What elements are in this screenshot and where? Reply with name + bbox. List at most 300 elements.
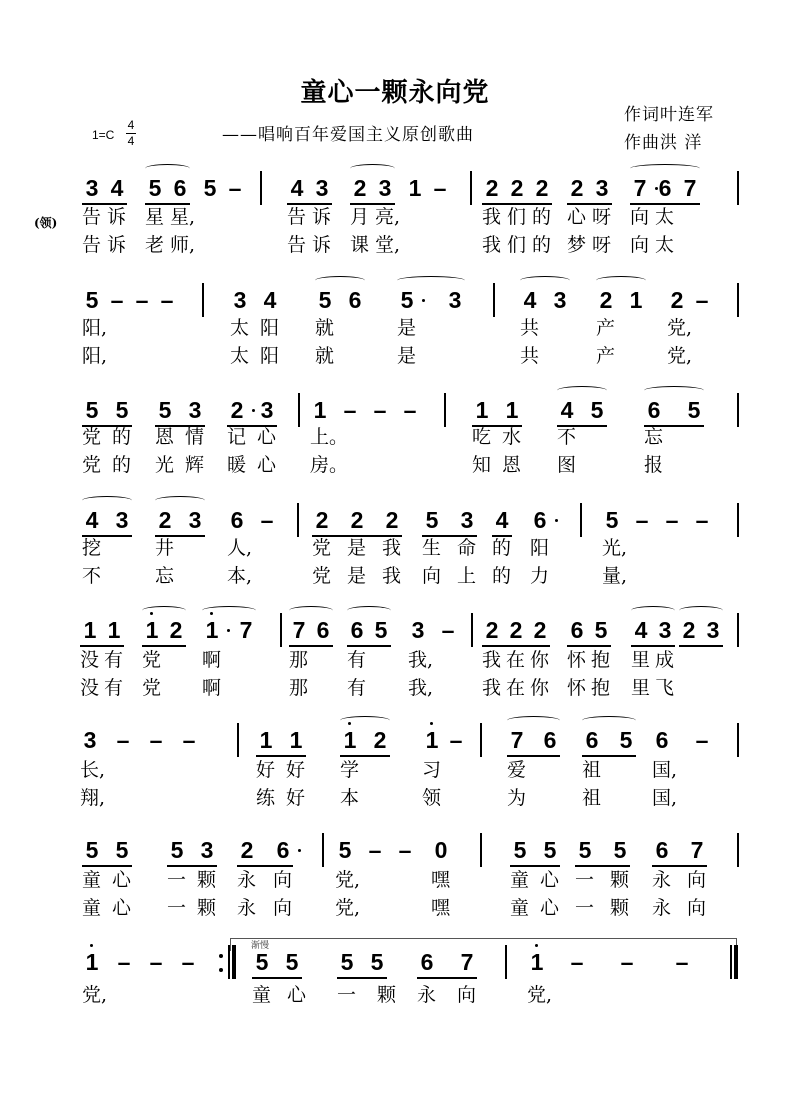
note: 7 — [510, 727, 524, 753]
beam-underline — [142, 645, 186, 647]
lyric-syllable: 心 — [112, 897, 132, 919]
bar-line — [444, 393, 446, 427]
lyric-syllable: 你 — [530, 649, 550, 671]
lyric-syllable: 党 — [142, 649, 162, 671]
lyric-syllable: 知 — [472, 454, 492, 476]
note: 6 — [350, 617, 364, 643]
note: – — [403, 397, 417, 423]
lyric-syllable: 暖 — [227, 454, 247, 476]
lyric-syllable: 师, — [170, 234, 196, 256]
beam-underline — [482, 645, 550, 647]
lyric-syllable: 向 — [630, 234, 650, 256]
lyric-syllable: 童 — [82, 897, 102, 919]
note: 5 — [543, 837, 557, 863]
note: 4 — [110, 175, 124, 201]
bar-line — [480, 723, 482, 757]
lyric-syllable: 老 — [145, 234, 165, 256]
note: 6 — [647, 397, 661, 423]
note: 5 — [85, 397, 99, 423]
key-signature: 1=C — [92, 128, 115, 142]
note: – — [343, 397, 357, 423]
note: – — [149, 727, 163, 753]
note: – — [182, 727, 196, 753]
slur — [315, 276, 365, 285]
lyric-syllable: 告 — [287, 234, 307, 256]
note: 4 — [290, 175, 304, 201]
bar-line — [737, 723, 739, 757]
lyric-syllable: 星 — [145, 206, 165, 228]
note: 1 — [313, 397, 327, 423]
note: 4 — [560, 397, 574, 423]
bar-line — [737, 283, 739, 317]
lyric-syllable: 光 — [155, 454, 175, 476]
beam-underline — [337, 977, 387, 979]
lyric-syllable: 上。 — [310, 426, 349, 448]
lyric-syllable: 呀 — [592, 206, 612, 228]
lyric-syllable: 好 — [286, 759, 306, 781]
lyric-syllable: 产 — [596, 345, 616, 367]
lyric-syllable: 诉 — [107, 234, 127, 256]
lyric-syllable: 党, — [335, 897, 361, 919]
lyric-syllable: 那 — [289, 677, 309, 699]
lead-marking: (领) — [34, 216, 58, 230]
note: – — [433, 175, 447, 201]
note: 1 — [259, 727, 273, 753]
lyric-syllable: 有 — [104, 677, 124, 699]
augmentation-dot — [227, 629, 230, 632]
time-signature — [126, 118, 136, 149]
bar-line — [322, 833, 324, 867]
lyric-syllable: 永 — [417, 984, 437, 1006]
lyric-syllable: 飞 — [655, 677, 675, 699]
slur — [155, 496, 205, 505]
note: 5 — [85, 287, 99, 313]
lyric-syllable: 光, — [602, 537, 628, 559]
lyric-syllable: 力 — [530, 565, 550, 587]
note: 5 — [594, 617, 608, 643]
note: 3 — [260, 397, 274, 423]
song-title: 童心一颗永向党 — [300, 78, 490, 108]
bar-line — [260, 171, 262, 205]
note: 2 — [509, 617, 523, 643]
note: 5 — [619, 727, 633, 753]
repeat-bar-thin — [228, 945, 230, 979]
note: 5 — [170, 837, 184, 863]
lyric-syllable: 颗 — [610, 897, 630, 919]
slur — [202, 606, 256, 615]
lyric-syllable: 太 — [655, 234, 675, 256]
note: 5 — [425, 507, 439, 533]
lyric-syllable: 有 — [347, 649, 367, 671]
augmentation-dot — [298, 849, 301, 852]
note: 4 — [634, 617, 648, 643]
note: – — [160, 287, 174, 313]
lyric-syllable: 有 — [104, 649, 124, 671]
note: – — [449, 727, 463, 753]
note: 2 — [510, 175, 524, 201]
note: 4 — [495, 507, 509, 533]
note: 5 — [370, 949, 384, 975]
note: 6 — [585, 727, 599, 753]
lyric-syllable: 恩 — [155, 426, 175, 448]
note: 2 — [350, 507, 364, 533]
lyric-syllable: 阳 — [260, 317, 280, 339]
slur — [630, 164, 700, 173]
note: 4 — [263, 287, 277, 313]
lyric-syllable: 党 — [82, 454, 102, 476]
note: 3 — [83, 727, 97, 753]
beam-underline — [340, 755, 390, 757]
beam-underline — [82, 865, 132, 867]
lyric-syllable: 我 — [382, 537, 402, 559]
note: 1 — [505, 397, 519, 423]
lyric-syllable: 向 — [687, 897, 707, 919]
bar-line — [280, 613, 282, 647]
octave-dot — [535, 944, 538, 947]
lyric-syllable: 们 — [507, 234, 527, 256]
note: 2 — [570, 175, 584, 201]
lyric-syllable: 在 — [506, 649, 526, 671]
note: 3 — [85, 175, 99, 201]
note: – — [620, 949, 634, 975]
note: – — [635, 507, 649, 533]
note: 5 — [605, 507, 619, 533]
lyric-syllable: 告 — [82, 206, 102, 228]
lyric-syllable: 是 — [347, 565, 367, 587]
note: 1 — [107, 617, 121, 643]
note: 6 — [230, 507, 244, 533]
lyric-syllable: 课 — [350, 234, 370, 256]
lyric-syllable: 一 — [337, 984, 357, 1006]
lyric-syllable: 我, — [408, 649, 434, 671]
note: 5 — [590, 397, 604, 423]
lyric-syllable: 房。 — [310, 454, 349, 476]
lyric-syllable: 童 — [82, 869, 102, 891]
note: 5 — [338, 837, 352, 863]
lyric-syllable: 的 — [532, 206, 552, 228]
note: 6 — [658, 175, 672, 201]
beam-underline — [507, 755, 560, 757]
lyric-syllable: 颗 — [610, 869, 630, 891]
note: 2 — [385, 507, 399, 533]
beam-underline — [256, 755, 306, 757]
note: 3 — [200, 837, 214, 863]
octave-dot — [430, 722, 433, 725]
lyric-syllable: 告 — [82, 234, 102, 256]
beam-underline — [289, 645, 333, 647]
lyric-syllable: 党, — [335, 869, 361, 891]
lyric-syllable: 太 — [655, 206, 675, 228]
lyric-syllable: 你 — [530, 677, 550, 699]
lyric-syllable: 挖 — [82, 537, 102, 559]
final-bar-thin — [730, 945, 732, 979]
note: – — [181, 949, 195, 975]
note: 5 — [613, 837, 627, 863]
note: 7 — [292, 617, 306, 643]
lyric-syllable: 党 — [312, 565, 332, 587]
lyric-syllable: 诉 — [107, 206, 127, 228]
note: – — [570, 949, 584, 975]
lyric-syllable: 永 — [237, 869, 257, 891]
lyric-syllable: 没 — [80, 649, 100, 671]
beam-underline — [237, 865, 293, 867]
bar-line — [297, 503, 299, 537]
note: 1 — [408, 175, 422, 201]
note: 3 — [378, 175, 392, 201]
note: 5 — [85, 837, 99, 863]
note: 5 — [158, 397, 172, 423]
tempo-mark: 渐慢 — [251, 941, 270, 951]
beam-underline — [252, 977, 302, 979]
lyric-syllable: 童 — [510, 869, 530, 891]
lyric-syllable: 恩 — [502, 454, 522, 476]
note: – — [441, 617, 455, 643]
slur — [350, 164, 395, 173]
lyric-syllable: 永 — [652, 897, 672, 919]
lyric-syllable: 向 — [630, 206, 650, 228]
note: 2 — [533, 617, 547, 643]
lyric-syllable: 人, — [227, 537, 253, 559]
lyric-syllable: 童 — [510, 897, 530, 919]
lyric-syllable: 党, — [667, 345, 693, 367]
lyric-syllable: 报 — [644, 454, 664, 476]
note: 2 — [353, 175, 367, 201]
note: 5 — [115, 837, 129, 863]
repeat-dot — [219, 954, 223, 958]
lyric-syllable: 翔, — [80, 787, 106, 809]
slur — [397, 276, 465, 285]
note: 7 — [683, 175, 697, 201]
lyric-syllable: 忘 — [644, 426, 664, 448]
lyric-syllable: 国, — [652, 759, 678, 781]
lyric-syllable: 颗 — [377, 984, 397, 1006]
note: – — [695, 507, 709, 533]
note: 1 — [629, 287, 643, 313]
lyric-syllable: 颗 — [197, 897, 217, 919]
lyric-syllable: 一 — [575, 869, 595, 891]
note: 1 — [289, 727, 303, 753]
beam-underline — [679, 645, 723, 647]
lyric-syllable: 我, — [408, 677, 434, 699]
lyric-syllable: 心 — [540, 869, 560, 891]
note: 3 — [315, 175, 329, 201]
lyric-syllable: 我 — [482, 234, 502, 256]
note: 1 — [425, 727, 439, 753]
note: – — [373, 397, 387, 423]
note: 3 — [595, 175, 609, 201]
slur — [596, 276, 646, 285]
slur — [340, 716, 390, 725]
lyric-syllable: 那 — [289, 649, 309, 671]
note: – — [675, 949, 689, 975]
lyric-syllable: 党 — [142, 677, 162, 699]
lyric-syllable: 亮, — [375, 206, 401, 228]
note: 5 — [687, 397, 701, 423]
lyric-syllable: 的 — [492, 537, 512, 559]
lyric-syllable: 党, — [667, 317, 693, 339]
lyric-syllable: 太 — [230, 345, 250, 367]
slur — [347, 606, 391, 615]
bar-line — [737, 833, 739, 867]
lyric-syllable: 我 — [482, 677, 502, 699]
ritardando-bracket — [230, 938, 737, 951]
lyric-syllable: 向 — [457, 984, 477, 1006]
octave-dot — [90, 944, 93, 947]
note: – — [368, 837, 382, 863]
bar-line — [470, 171, 472, 205]
lyric-syllable: 我 — [382, 565, 402, 587]
lyric-syllable: 心 — [287, 984, 307, 1006]
note: 5 — [203, 175, 217, 201]
lyric-syllable: 一 — [167, 869, 187, 891]
note: 2 — [315, 507, 329, 533]
bar-line — [237, 723, 239, 757]
note: – — [228, 175, 242, 201]
note: 1 — [530, 949, 544, 975]
lyric-syllable: 向 — [273, 897, 293, 919]
lyric-syllable: 学 — [340, 759, 360, 781]
composer-credit: 作曲洪 洋 — [624, 133, 703, 153]
augmentation-dot — [555, 519, 558, 522]
note: 4 — [523, 287, 537, 313]
lyric-syllable: 告 — [287, 206, 307, 228]
lyric-syllable: 共 — [520, 317, 540, 339]
lyric-syllable: 阳, — [82, 345, 108, 367]
note: 3 — [411, 617, 425, 643]
bar-line — [737, 503, 739, 537]
lyric-syllable: 党, — [82, 984, 108, 1006]
lyric-syllable: 们 — [507, 206, 527, 228]
bar-line — [493, 283, 495, 317]
slur — [82, 496, 132, 505]
lyric-syllable: 生 — [422, 537, 442, 559]
lyric-syllable: 成 — [655, 649, 675, 671]
lyric-syllable: 抱 — [591, 649, 611, 671]
note: 2 — [670, 287, 684, 313]
lyric-syllable: 心 — [257, 454, 277, 476]
note: 6 — [570, 617, 584, 643]
note: 5 — [115, 397, 129, 423]
augmentation-dot — [422, 299, 425, 302]
lyric-syllable: 我 — [482, 206, 502, 228]
lyric-syllable: 太 — [230, 317, 250, 339]
lyric-syllable: 本 — [340, 787, 360, 809]
lyric-syllable: 颗 — [197, 869, 217, 891]
lyric-syllable: 井 — [155, 537, 175, 559]
lyric-syllable: 永 — [237, 897, 257, 919]
lyric-syllable: 堂, — [375, 234, 401, 256]
beam-underline — [167, 865, 217, 867]
beam-underline — [631, 645, 675, 647]
lyric-syllable: 辉 — [185, 454, 205, 476]
lyric-syllable: 就 — [315, 317, 335, 339]
lyric-syllable: 童 — [252, 984, 272, 1006]
slur — [631, 606, 675, 615]
lyric-syllable: 啊 — [202, 649, 222, 671]
slur — [679, 606, 723, 615]
bar-line — [737, 393, 739, 427]
note: 5 — [513, 837, 527, 863]
slur — [520, 276, 570, 285]
note: 0 — [434, 837, 448, 863]
bar-line — [480, 833, 482, 867]
note: 6 — [316, 617, 330, 643]
note: 1 — [85, 949, 99, 975]
lyric-syllable: 是 — [347, 537, 367, 559]
note: 3 — [188, 507, 202, 533]
bar-line — [737, 613, 739, 647]
note: 6 — [655, 837, 669, 863]
lyric-syllable: 图 — [557, 454, 577, 476]
lyric-syllable: 月 — [350, 206, 370, 228]
lyric-syllable: 心 — [567, 206, 587, 228]
note: 2 — [682, 617, 696, 643]
note: 3 — [233, 287, 247, 313]
repeat-dot — [219, 968, 223, 972]
lyric-syllable: 长, — [80, 759, 106, 781]
lyric-syllable: 为 — [507, 787, 527, 809]
lyric-syllable: 里 — [631, 677, 651, 699]
lyric-syllable: 心 — [257, 426, 277, 448]
note: 2 — [485, 617, 499, 643]
lyric-syllable: 的 — [492, 565, 512, 587]
lyric-syllable: 有 — [347, 677, 367, 699]
note: 6 — [276, 837, 290, 863]
note: – — [695, 287, 709, 313]
lyric-syllable: 心 — [540, 897, 560, 919]
slur — [557, 386, 607, 395]
note: 5 — [148, 175, 162, 201]
note: 1 — [475, 397, 489, 423]
lyric-syllable: 永 — [652, 869, 672, 891]
note: 2 — [485, 175, 499, 201]
note: 7 — [460, 949, 474, 975]
repeat-bar-thick — [232, 945, 236, 979]
lyric-syllable: 呀 — [592, 234, 612, 256]
note: 2 — [373, 727, 387, 753]
lyric-syllable: 党 — [312, 537, 332, 559]
augmentation-dot — [252, 409, 255, 412]
note: 6 — [420, 949, 434, 975]
lyric-syllable: 好 — [256, 759, 276, 781]
lyric-syllable: 诉 — [312, 206, 332, 228]
lyric-syllable: 就 — [315, 345, 335, 367]
lyric-syllable: 在 — [506, 677, 526, 699]
lyric-syllable: 一 — [167, 897, 187, 919]
bar-line — [505, 945, 507, 979]
lyric-syllable: 阳 — [530, 537, 550, 559]
lyric-syllable: 好 — [286, 787, 306, 809]
lyric-syllable: 嘿 — [431, 869, 451, 891]
beam-underline — [652, 865, 707, 867]
beam-underline — [347, 645, 391, 647]
beam-underline — [582, 755, 636, 757]
lyric-syllable: 忘 — [155, 565, 175, 587]
note: 7 — [633, 175, 647, 201]
time-signature-bottom: 4 — [127, 134, 135, 148]
song-subtitle: ——唱响百年爱国主义原创歌曲 — [222, 125, 474, 145]
lyric-syllable: 心 — [112, 869, 132, 891]
lyric-syllable: 抱 — [591, 677, 611, 699]
lyric-syllable: 里 — [631, 649, 651, 671]
lyric-syllable: 祖 — [582, 787, 602, 809]
time-signature-top: 4 — [127, 118, 135, 132]
beam-underline — [80, 645, 124, 647]
note: 6 — [173, 175, 187, 201]
note: 5 — [340, 949, 354, 975]
note: 5 — [374, 617, 388, 643]
lyric-syllable: 的 — [112, 454, 132, 476]
